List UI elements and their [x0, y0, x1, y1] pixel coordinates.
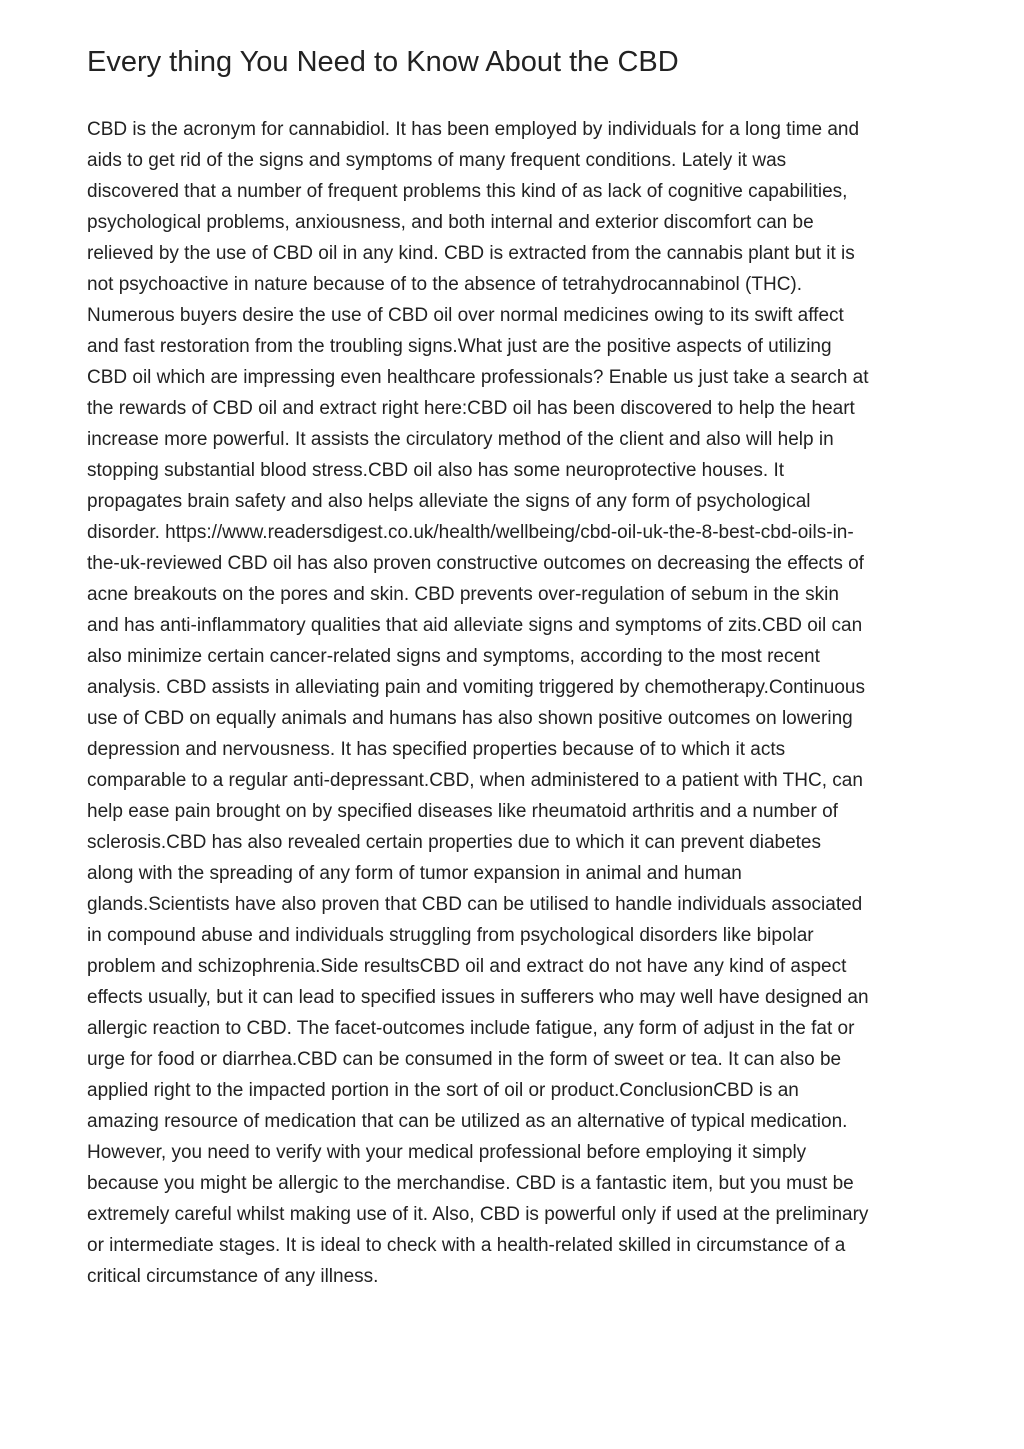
- body-line: the rewards of CBD oil and extract right here:CBD oil has been discovered to help the heart: [87, 398, 855, 419]
- body-line: the-uk-reviewed CBD oil has also proven constructive outcomes on decreasing the effects of: [87, 553, 864, 574]
- body-line-link: disorder. https://www.readersdigest.co.uk/health/wellbeing/cbd-oil-uk-the-8-best-cbd-oils-in-: [87, 522, 854, 543]
- page-title: Every thing You Need to Know About the CBD: [87, 46, 679, 78]
- body-line: not psychoactive in nature because of to the absence of tetrahydrocannabinol (THC).: [87, 274, 803, 295]
- body-line: allergic reaction to CBD. The facet-outcomes include fatigue, any form of adjust in the fat or: [87, 1018, 855, 1039]
- body-line: Numerous buyers desire the use of CBD oil over normal medicines owing to its swift affect: [87, 305, 844, 326]
- body-line: and has anti-inflammatory qualities that aid alleviate signs and symptoms of zits.CBD oil can: [87, 615, 863, 636]
- body-line: stopping substantial blood stress.CBD oil also has some neuroprotective houses. It: [87, 460, 785, 481]
- body-line: increase more powerful. It assists the circulatory method of the client and also will help in: [87, 429, 834, 450]
- body-line: propagates brain safety and also helps alleviate the signs of any form of psychological: [87, 491, 811, 512]
- body-line: extremely careful whilst making use of it. Also, CBD is powerful only if used at the preliminary: [87, 1204, 869, 1225]
- body-line: help ease pain brought on by specified diseases like rheumatoid arthritis and a number of: [87, 801, 838, 822]
- body-line: CBD oil which are impressing even healthcare professionals? Enable us just take a search at: [87, 367, 869, 388]
- body-line: applied right to the impacted portion in the sort of oil or product.ConclusionCBD is an: [87, 1080, 799, 1101]
- body-line: also minimize certain cancer-related signs and symptoms, according to the most recent: [87, 646, 820, 667]
- body-text: [87, 114, 1024, 1292]
- body-line: effects usually, but it can lead to specified issues in sufferers who may well have designed an: [87, 987, 869, 1008]
- body-line: problem and schizophrenia.Side resultsCBD oil and extract do not have any kind of aspect: [87, 956, 847, 977]
- body-line: glands.Scientists have also proven that CBD can be utilised to handle individuals associated: [87, 894, 863, 915]
- body-line: relieved by the use of CBD oil in any kind. CBD is extracted from the cannabis plant but it is: [87, 243, 855, 264]
- body-line: However, you need to verify with your medical professional before employing it simply: [87, 1142, 807, 1163]
- body-line: aids to get rid of the signs and symptoms of many frequent conditions. Lately it was: [87, 150, 787, 171]
- body-line: or intermediate stages. It is ideal to check with a health-related skilled in circumstance of a: [87, 1235, 846, 1256]
- body-line: critical circumstance of any illness.: [87, 1266, 379, 1287]
- body-line: sclerosis.CBD has also revealed certain properties due to which it can prevent diabetes: [87, 832, 821, 853]
- body-line: comparable to a regular anti-depressant.CBD, when administered to a patient with THC, can: [87, 770, 863, 791]
- body-line: urge for food or diarrhea.CBD can be consumed in the form of sweet or tea. It can also be: [87, 1049, 842, 1070]
- body-line: use of CBD on equally animals and humans has also shown positive outcomes on lowering: [87, 708, 853, 729]
- body-line: amazing resource of medication that can be utilized as an alternative of typical medication.: [87, 1111, 848, 1132]
- body-line: and fast restoration from the troubling signs.What just are the positive aspects of utilizing: [87, 336, 832, 357]
- body-line: because you might be allergic to the merchandise. CBD is a fantastic item, but you must be: [87, 1173, 854, 1194]
- body-line: analysis. CBD assists in alleviating pain and vomiting triggered by chemotherapy.Continuous: [87, 677, 865, 698]
- body-line: in compound abuse and individuals struggling from psychological disorders like bipolar: [87, 925, 814, 946]
- body-line: acne breakouts on the pores and skin. CBD prevents over-regulation of sebum in the skin: [87, 584, 839, 605]
- body-line: psychological problems, anxiousness, and both internal and exterior discomfort can be: [87, 212, 814, 233]
- body-line: along with the spreading of any form of tumor expansion in animal and human: [87, 863, 742, 884]
- body-line: depression and nervousness. It has specified properties because of to which it acts: [87, 739, 786, 760]
- body-line: CBD is the acronym for cannabidiol. It has been employed by individuals for a long time and: [87, 119, 860, 140]
- body-line: discovered that a number of frequent problems this kind of as lack of cognitive capabilities,: [87, 181, 848, 202]
